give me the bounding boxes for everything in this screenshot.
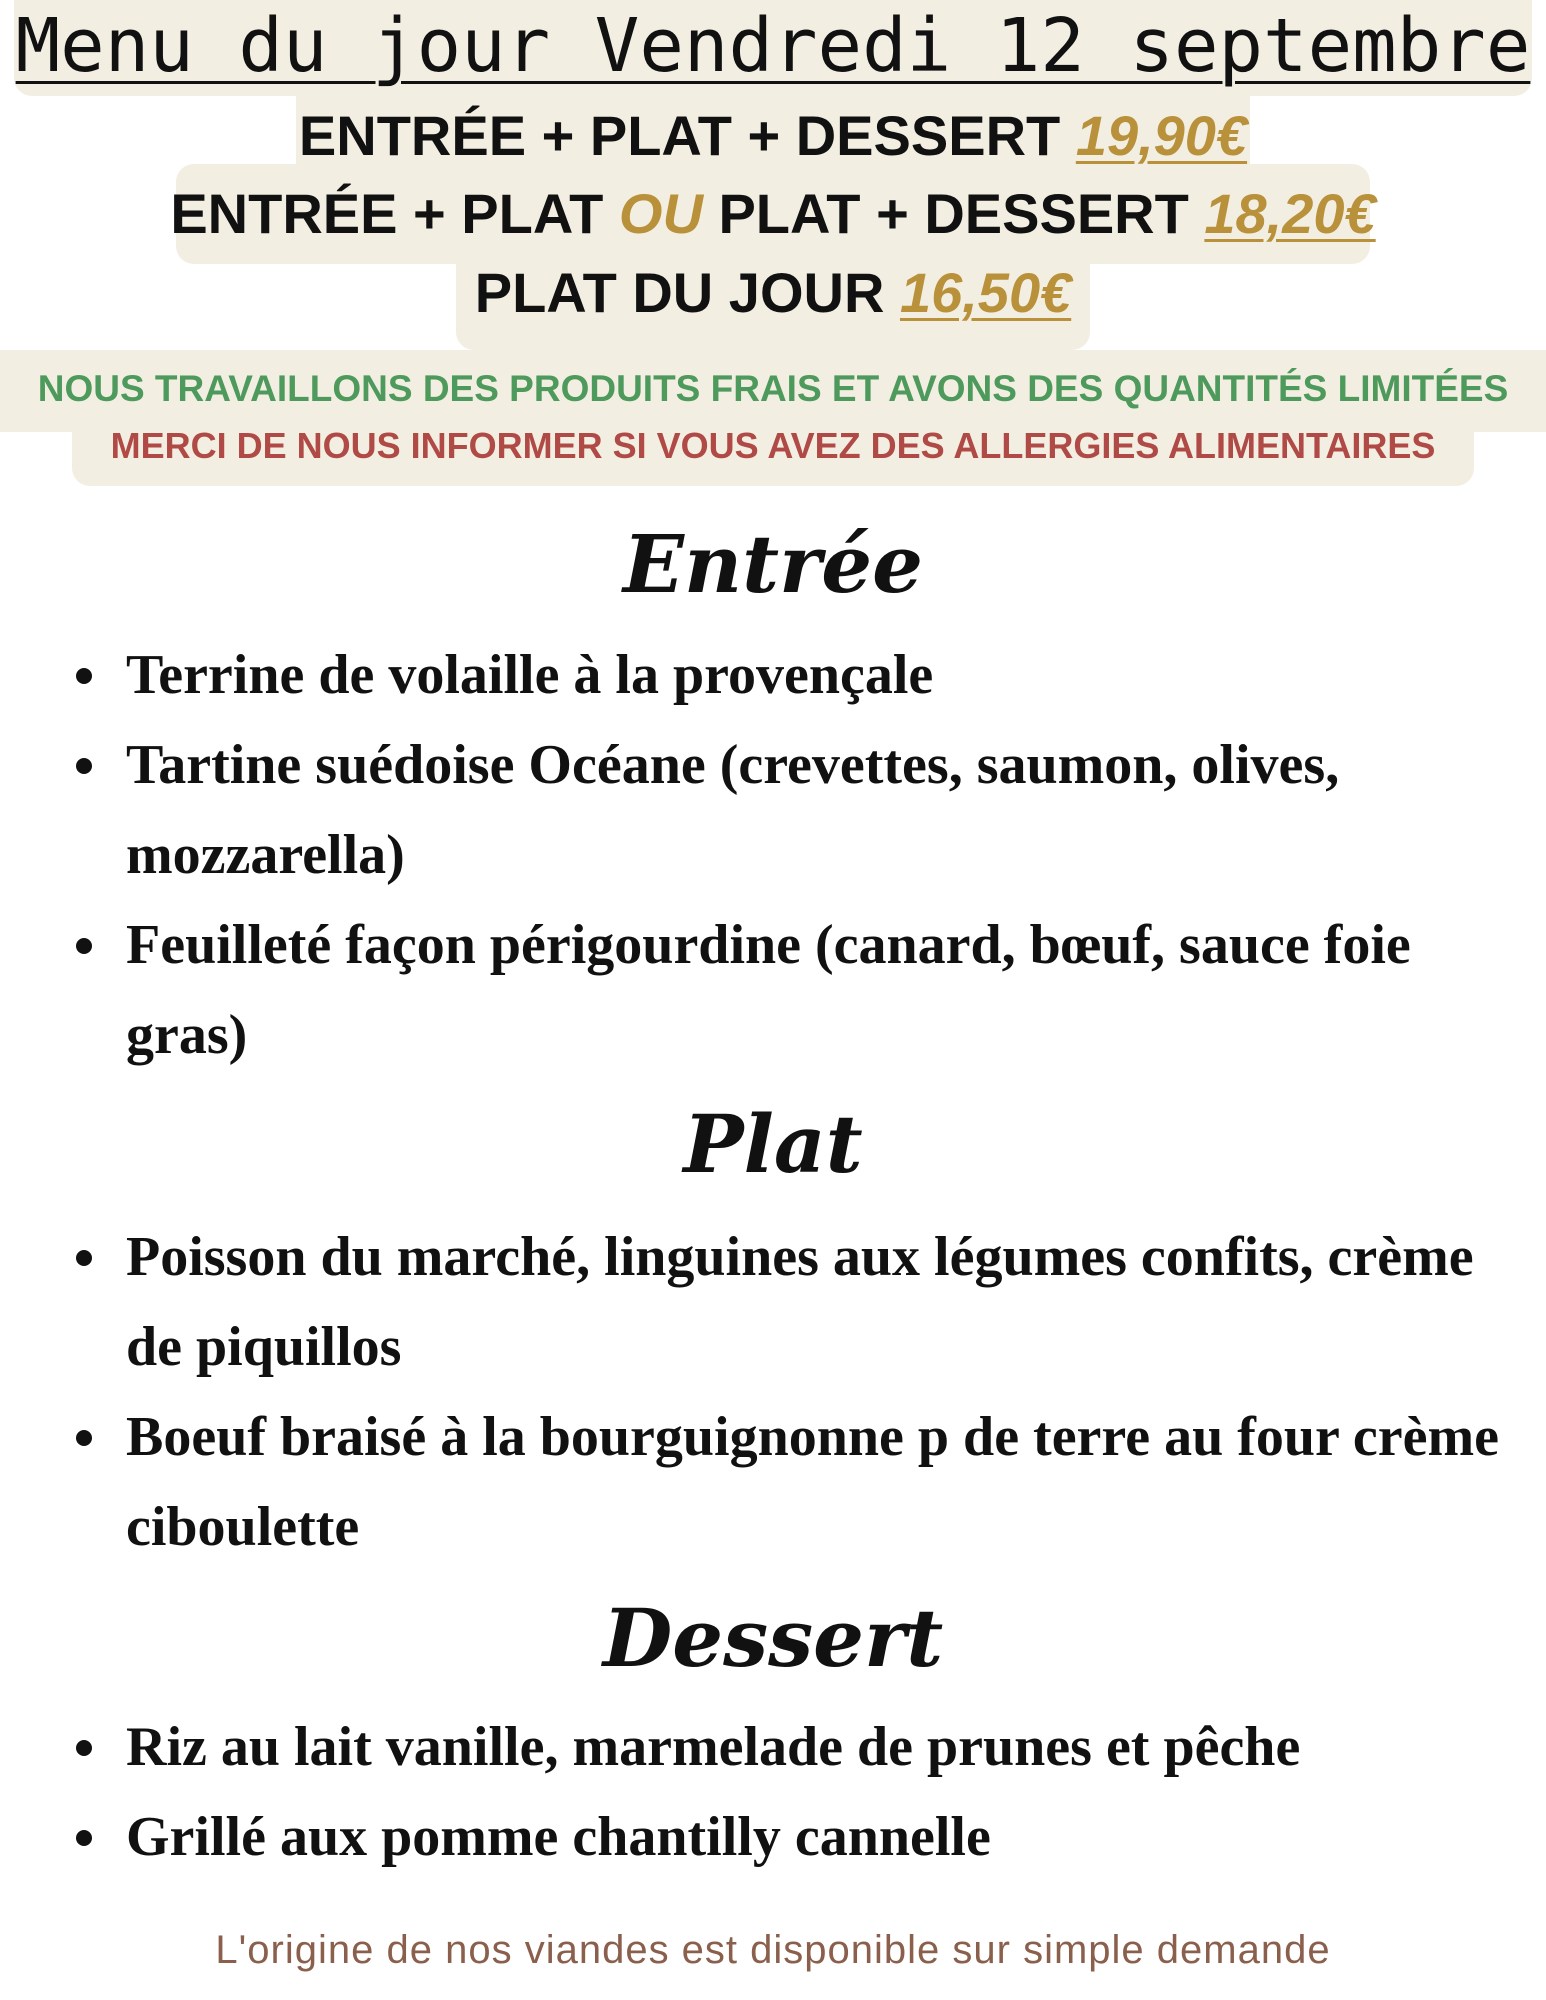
bullet-icon bbox=[76, 938, 92, 954]
formula-1-price: 19,90€ bbox=[1075, 104, 1248, 167]
list-item bbox=[0, 1212, 1546, 1392]
list-item bbox=[0, 630, 1546, 720]
formula-line-3 bbox=[0, 257, 1546, 329]
formula-line-1 bbox=[0, 100, 1546, 172]
entree-list bbox=[0, 630, 1546, 1080]
list-item bbox=[0, 1792, 1546, 1882]
list-item bbox=[0, 1702, 1546, 1792]
dessert-list bbox=[0, 1702, 1546, 1882]
allergies-notice: MERCI DE NOUS INFORMER SI VOUS AVEZ DES ALLERGIES ALIMENTAIRES bbox=[110, 425, 1436, 466]
dessert-item-text: Grillé aux pomme chantilly cannelle bbox=[126, 1806, 991, 1868]
plat-list bbox=[0, 1212, 1546, 1572]
meat-origin-footer: L'origine de nos viandes est disponible sur simple demande bbox=[215, 1928, 1331, 1972]
list-item bbox=[0, 720, 1546, 900]
formula-3-price: 16,50€ bbox=[899, 261, 1072, 324]
formula-2-connector: OU bbox=[618, 182, 703, 245]
bullet-icon bbox=[76, 1830, 92, 1846]
bullet-icon bbox=[76, 758, 92, 774]
plat-item-text: Boeuf braisé à la bourguignonne p de terre au four crème ciboulette bbox=[126, 1406, 1499, 1558]
bullet-icon bbox=[76, 668, 92, 684]
page-title: Menu du jour Vendredi 12 septembre bbox=[15, 3, 1531, 89]
bullet-icon bbox=[76, 1430, 92, 1446]
formula-2-part-a: ENTRÉE + PLAT bbox=[170, 182, 604, 245]
list-item bbox=[0, 900, 1546, 1080]
section-title-dessert: Dessert bbox=[602, 1591, 944, 1685]
entree-item-text: Terrine de volaille à la provençale bbox=[126, 644, 934, 706]
fresh-products-notice: NOUS TRAVAILLONS DES PRODUITS FRAIS ET AVONS DES QUANTITÉS LIMITÉES bbox=[37, 368, 1509, 409]
formula-line-2 bbox=[0, 178, 1546, 250]
bullet-icon bbox=[76, 1250, 92, 1266]
section-title-plat: Plat bbox=[683, 1097, 863, 1191]
formula-2-price: 18,20€ bbox=[1204, 182, 1376, 245]
formula-1-label: ENTRÉE + PLAT + DESSERT bbox=[298, 104, 1061, 167]
formula-2-part-b: PLAT + DESSERT bbox=[718, 182, 1189, 245]
plat-item-text: Poisson du marché, linguines aux légumes confits, crème de piquillos bbox=[126, 1226, 1474, 1378]
entree-item-text: Feuilleté façon périgourdine (canard, bœuf, sauce foie gras) bbox=[126, 914, 1411, 1066]
dessert-item-text: Riz au lait vanille, marmelade de prunes et pêche bbox=[126, 1716, 1301, 1778]
formula-3-label: PLAT DU JOUR bbox=[474, 261, 885, 324]
entree-item-text: Tartine suédoise Océane (crevettes, saumon, olives, mozzarella) bbox=[126, 734, 1340, 886]
section-title-entree: Entrée bbox=[622, 517, 924, 611]
bullet-icon bbox=[76, 1740, 92, 1756]
list-item bbox=[0, 1392, 1546, 1572]
